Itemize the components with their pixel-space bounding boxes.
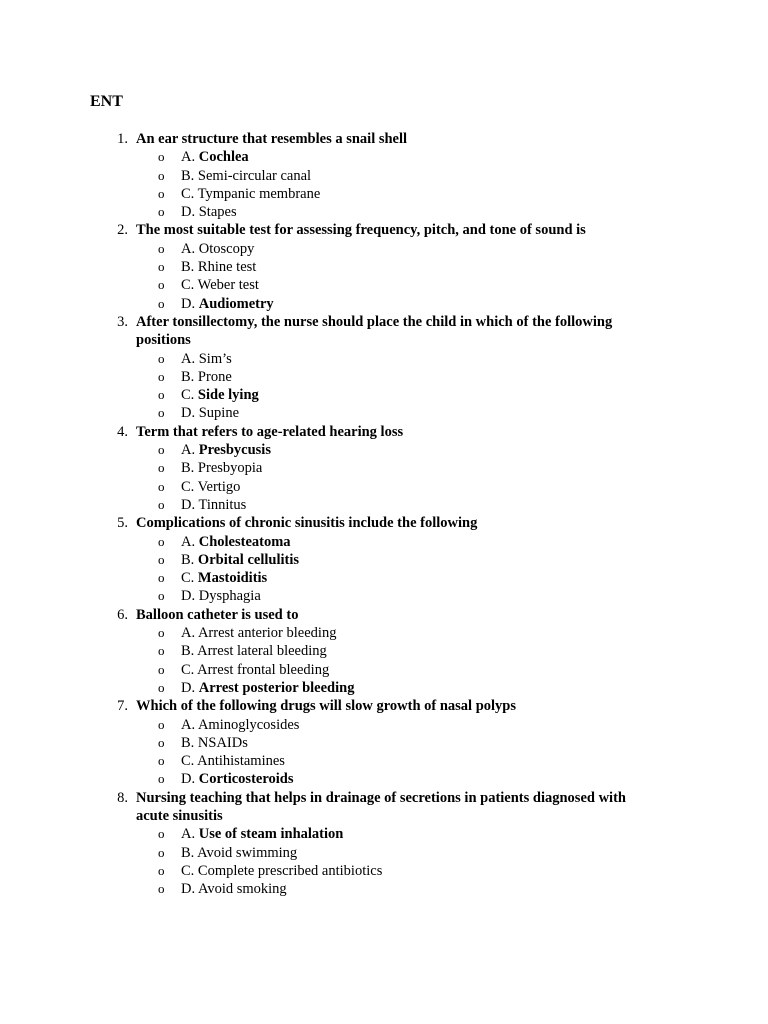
question-number: 6. [117,606,128,623]
option-letter: C. [181,277,195,294]
bullet-icon: o [158,442,165,458]
option-content [181,148,249,166]
question-text: Term that refers to age-related hearing loss [136,423,404,440]
question-text: Nursing teaching that helps in drainage of secretions in patients diagnosed with acute sinusitis [136,789,626,824]
option-text: Presbyopia [197,460,263,477]
option-content [181,752,285,770]
option-text: Arrest lateral bleeding [197,643,327,660]
option-content [181,716,299,734]
question-text: Complications of chronic sinusitis include the following [136,515,478,532]
answer-option [0,148,768,166]
bullet-icon: o [158,533,165,549]
answer-option [0,203,768,221]
question-item [0,130,768,221]
answer-option [0,862,768,880]
option-text: Prone [197,368,232,385]
option-text-answer: Arrest posterior bleeding [198,679,355,696]
answer-option [0,661,768,679]
bullet-icon: o [158,240,165,256]
question-text: After tonsillectomy, the nurse should place the child in which of the following positions [136,313,613,349]
option-content [181,203,237,221]
answer-option [0,167,768,185]
option-letter: A. [181,826,196,843]
question-number: 5. [117,515,128,532]
bullet-icon: o [158,881,165,897]
option-content [181,240,254,258]
option-letter: D. [181,405,196,422]
option-letter: C. [181,478,195,495]
question-number: 7. [117,698,128,715]
option-text: Rhine test [197,259,257,276]
bullet-icon: o [158,496,165,512]
option-list [0,716,768,789]
option-list [0,350,768,423]
option-letter: B. [181,167,195,184]
option-text: Otoscopy [198,240,255,257]
question-item [0,606,768,697]
option-letter: D. [181,679,196,696]
option-letter: D. [181,881,196,898]
option-content [181,624,336,642]
option-content [181,880,287,898]
bullet-icon: o [158,625,165,641]
option-list [0,624,768,697]
option-content [181,862,382,880]
option-content [181,734,248,752]
bullet-icon: o [158,570,165,586]
option-letter: D. [181,588,196,605]
question-number: 1. [117,131,128,147]
bullet-icon: o [158,368,165,384]
question-item [0,789,768,899]
option-letter: A. [181,716,196,733]
bullet-icon: o [158,295,165,311]
answer-option [0,386,768,404]
question-number: 4. [117,423,128,440]
option-content [181,258,256,276]
bullet-icon: o [158,844,165,860]
answer-option [0,587,768,605]
bullet-icon: o [158,387,165,403]
bullet-icon: o [158,643,165,659]
option-letter: D. [181,295,196,312]
option-letter: A. [181,149,196,166]
option-text: Arrest frontal bleeding [197,661,330,678]
option-letter: B. [181,844,195,861]
option-content [181,295,274,313]
option-text: Sim’s [198,350,232,367]
answer-option [0,368,768,386]
option-content [181,661,329,679]
option-text-answer: Use of steam inhalation [198,826,344,843]
option-content [181,770,294,788]
bullet-icon: o [158,478,165,494]
answer-option [0,533,768,551]
option-text-answer: Mastoiditis [197,570,268,587]
option-text: Tinnitus [198,496,247,513]
option-text: NSAIDs [197,734,248,751]
option-text: Supine [198,405,240,422]
option-content [181,350,232,368]
option-text: Weber test [197,277,259,294]
option-content [181,825,343,843]
answer-option [0,350,768,368]
option-content [181,533,291,551]
option-content [181,441,271,459]
bullet-icon: o [158,588,165,604]
option-letter: B. [181,734,195,751]
question-text: Balloon catheter is used to [136,606,299,623]
answer-option [0,825,768,843]
question-item [0,221,768,312]
document-title: ENT [90,93,123,110]
option-text: Avoid smoking [197,881,287,898]
option-letter: C. [181,753,195,770]
bullet-icon: o [158,149,165,165]
option-letter: A. [181,350,196,367]
answer-option [0,716,768,734]
option-letter: B. [181,259,195,276]
option-content [181,642,327,660]
answer-option [0,770,768,788]
option-content [181,496,246,514]
option-content [181,276,259,294]
option-text: Tympanic membrane [197,185,321,202]
question-number: 3. [117,313,128,330]
option-letter: B. [181,643,195,660]
option-letter: C. [181,862,195,879]
option-text-answer: Cochlea [198,149,249,166]
option-letter: A. [181,240,196,257]
question-item [0,697,768,788]
option-content [181,386,259,404]
answer-option [0,240,768,258]
answer-option [0,624,768,642]
answer-option [0,478,768,496]
option-content [181,185,320,203]
bullet-icon: o [158,826,165,842]
bullet-icon: o [158,753,165,769]
answer-option [0,642,768,660]
question-text: Which of the following drugs will slow growth of nasal polyps [136,698,517,715]
option-letter: B. [181,368,195,385]
answer-option [0,276,768,294]
option-text: Vertigo [197,478,241,495]
bullet-icon: o [158,716,165,732]
question-item [0,423,768,514]
option-letter: D. [181,771,196,788]
option-content [181,679,354,697]
option-letter: D. [181,204,196,221]
option-content [181,551,299,569]
answer-option [0,496,768,514]
option-text-answer: Orbital cellulitis [197,551,300,568]
answer-option [0,441,768,459]
option-content [181,844,297,862]
option-text: Stapes [198,204,237,221]
bullet-icon: o [158,661,165,677]
option-text: Antihistamines [197,753,285,770]
answer-option [0,404,768,422]
option-list [0,148,768,221]
bullet-icon: o [158,551,165,567]
option-list [0,533,768,606]
question-number: 2. [117,222,128,239]
bullet-icon: o [158,277,165,293]
option-letter: A. [181,442,196,459]
answer-option [0,679,768,697]
option-content [181,368,232,386]
bullet-icon: o [158,350,165,366]
answer-option [0,185,768,203]
answer-option [0,844,768,862]
option-content [181,569,267,587]
option-text: Avoid swimming [197,844,298,861]
option-text-answer: Cholesteatoma [198,533,291,550]
question-number: 8. [117,789,128,806]
bullet-icon: o [158,862,165,878]
option-text: Dysphagia [198,588,261,605]
answer-option [0,295,768,313]
answer-option [0,752,768,770]
option-content [181,459,262,477]
option-text-answer: Side lying [197,387,259,404]
bullet-icon: o [158,679,165,695]
option-text: Complete prescribed antibiotics [197,862,383,879]
option-text-answer: Presbycusis [198,442,271,459]
option-list [0,240,768,313]
option-letter: D. [181,496,196,513]
answer-option [0,734,768,752]
question-item [0,313,768,423]
question-list [0,130,768,898]
option-text: Semi-circular canal [197,167,312,184]
option-list [0,825,768,898]
option-letter: B. [181,551,195,568]
option-letter: C. [181,661,195,678]
question-item [0,514,768,605]
question-text: The most suitable test for assessing frequency, pitch, and tone of sound is [136,222,586,239]
answer-option [0,551,768,569]
option-content [181,404,239,422]
question-text: An ear structure that resembles a snail shell [136,131,408,147]
option-list [0,441,768,514]
option-text-answer: Audiometry [198,295,274,312]
answer-option [0,459,768,477]
bullet-icon: o [158,185,165,201]
bullet-icon: o [158,771,165,787]
bullet-icon: o [158,167,165,183]
option-letter: B. [181,460,195,477]
bullet-icon: o [158,734,165,750]
option-text: Aminoglycosides [197,716,300,733]
bullet-icon: o [158,460,165,476]
bullet-icon: o [158,204,165,220]
option-content [181,167,311,185]
bullet-icon: o [158,259,165,275]
option-content [181,587,261,605]
option-content [181,478,240,496]
option-letter: A. [181,533,196,550]
bullet-icon: o [158,405,165,421]
answer-option [0,569,768,587]
answer-option [0,258,768,276]
option-letter: C. [181,185,195,202]
option-letter: C. [181,387,195,404]
option-text: Arrest anterior bleeding [197,625,337,642]
option-letter: C. [181,570,195,587]
answer-option [0,880,768,898]
option-letter: A. [181,625,196,642]
option-text-answer: Corticosteroids [198,771,294,788]
